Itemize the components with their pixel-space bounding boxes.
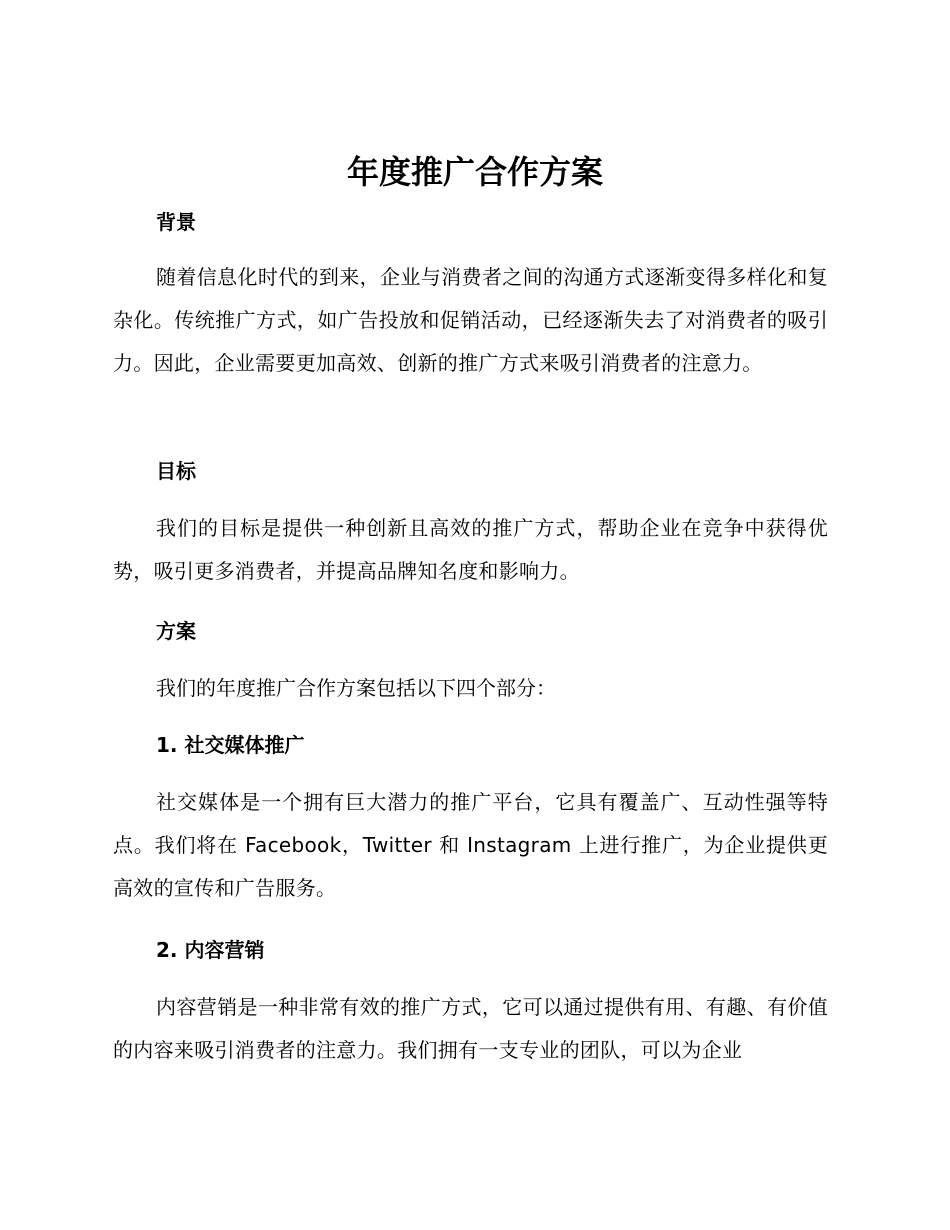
section-heading-plan: 方案 <box>156 619 196 643</box>
section-paragraph-plan: 我们的年度推广合作方案包括以下四个部分： <box>156 676 556 700</box>
section-heading-goal: 目标 <box>156 459 196 483</box>
section-heading-background: 背景 <box>156 210 196 234</box>
section-heading-social-media: 1. 社交媒体推广 <box>156 733 305 757</box>
section-paragraph-social-media: 社交媒体是一个拥有巨大潜力的推广平台，它具有覆盖广、互动性强等特点。我们将在 Facebook，Twitter 和 Instagram 上进行推广，为企业提供更高效的宣传和广告服务。 <box>113 790 828 900</box>
section-heading-content-marketing: 2. 内容营销 <box>156 938 265 962</box>
section-paragraph-goal: 我们的目标是提供一种创新且高效的推广方式，帮助企业在竞争中获得优势，吸引更多消费者，并提高品牌知名度和影响力。 <box>113 516 828 583</box>
section-paragraph-content-marketing: 内容营销是一种非常有效的推广方式，它可以通过提供有用、有趣、有价值的内容来吸引消费者的注意力。我们拥有一支专业的团队，可以为企业 <box>113 995 828 1062</box>
section-paragraph-background: 随着信息化时代的到来，企业与消费者之间的沟通方式逐渐变得多样化和复杂化。传统推广方式，如广告投放和促销活动，已经逐渐失去了对消费者的吸引力。因此，企业需要更加高效、创新的推广方式来吸引消费者的注意力。 <box>113 265 828 375</box>
document-title: 年度推广合作方案 <box>346 153 603 191</box>
